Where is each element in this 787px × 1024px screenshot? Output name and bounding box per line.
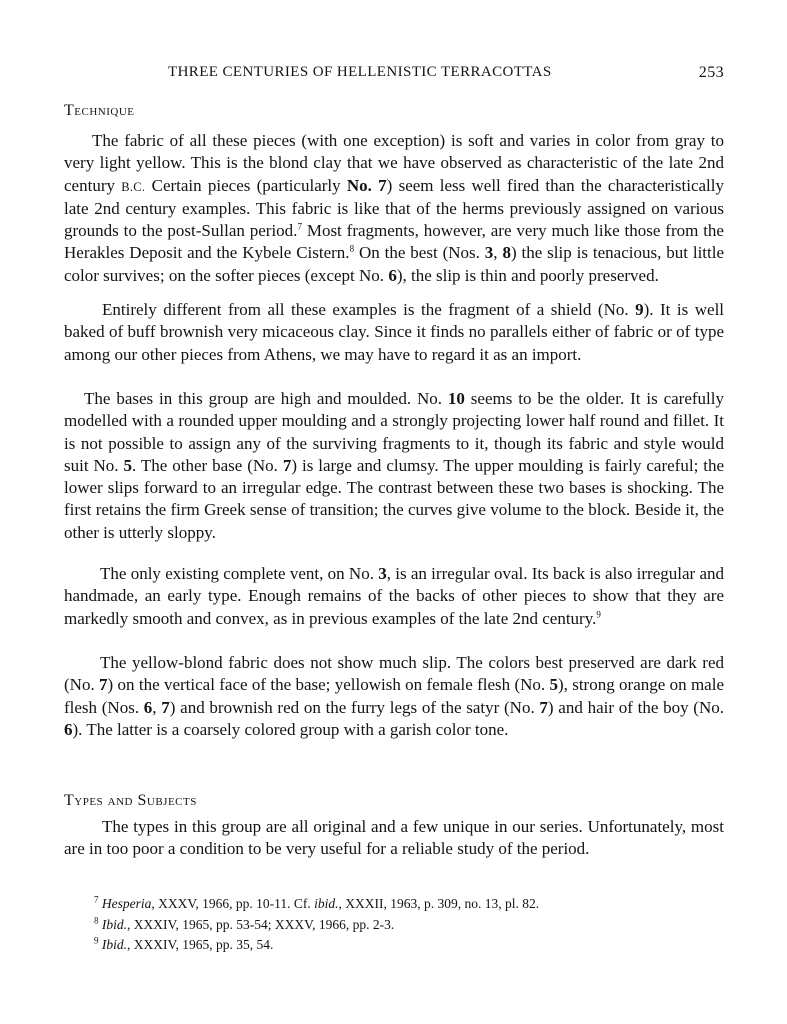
footnote-ref-9: 9: [596, 608, 601, 619]
paragraph-technique-2: Entirely different from all these examples is the fragment of a shield (No. 9). It is well baked of buff brownish very micaceous clay. Since it finds no parallels either of fabric or of type among our other pieces from Athens, we may have to regard it as an import.: [64, 300, 725, 364]
running-title: THREE CENTURIES OF HELLENISTIC TERRACOTTAS: [168, 64, 552, 80]
footnote-9: $^9$ Ibid., XXXIV, 1965, pp. 35, 54.: [94, 935, 274, 952]
paragraph-technique-3: The bases in this group are high and moulded. No. 10 seems to be the older. It is carefully modelled with a rounded upper moulding and a strongly projecting lower half round and fillet. It is not possible to assign any of the surviving fragments to it, though its fabric and style would suit No. 5. The other base (No. 7) is large and clumsy. The upper moulding is fairly careful; the lower slips forward to an irregular edge. The contrast between these two bases is shocking. The first retains the firm Greek sense of transition; the curves give volume to the block. Beside it, the other is utterly sloppy.: [64, 389, 724, 542]
page-number: 253: [698, 64, 724, 81]
footnote-ref-7: 7: [297, 221, 302, 232]
footnote-8: $^8$ Ibid., XXXIV, 1965, pp. 53-54; XXXV, 1966, pp. 2-3.: [94, 915, 395, 932]
paragraph-technique-5: The yellow-blond fabric does not show much slip. The colors best preserved are dark red (No. 7) on the vertical face of the base; yellowish on female flesh (No. 5), strong orange on male flesh (Nos. 6, 7) and brownish red on the furry legs of the satyr (No. 7) and hair of the boy (No. 6). The latter is a coarsely colored group with a garish color tone.: [64, 653, 724, 739]
footnote-7: $^7$ Hesperia, XXXV, 1966, pp. 10-11. Cf. ibid., XXXII, 1963, p. 309, no. 13, pl. 82.: [94, 894, 540, 911]
paragraph-technique-1: The fabric of all these pieces (with one exception) is soft and varies in color from gray to very light yellow. This is the blond clay that we have observed as characteristic of the late 2nd century B.C. Certain pieces (particularly No. 7) seem less well fired than the characteristically late 2nd century examples. This fabric is like that of the herms previously assigned on various grounds to the post-Sullan period.$^7$ Most fragments, however, are very much like those from the Herakles Deposit and the Kybele Cistern.$^8$ On the best (Nos. 3, 8) the slip is tenacious, but little color survives; on the softer pieces (except No. 6), the slip is thin and poorly preserved.: [64, 131, 725, 285]
running-head: [64, 64, 724, 84]
paragraph-technique-4: The only existing complete vent, on No. 3, is an irregular oval. Its back is also irregular and handmade, an early type. Enough remains of the backs of other pieces to show that they are markedly smooth and convex, as in previous examples of the late 2nd century.$^9$: [64, 564, 724, 628]
section-heading-technique: Technique: [64, 102, 135, 119]
paragraph-types-1: The types in this group are all original and a few unique in our series. Unfortunately, most are in too poor a condition to be very useful for a reliable study of the period.: [64, 817, 724, 859]
footnotes: [94, 894, 724, 956]
section-heading-types-and-subjects: Types and Subjects: [64, 792, 197, 809]
footnote-ref-8: 8: [349, 243, 355, 254]
